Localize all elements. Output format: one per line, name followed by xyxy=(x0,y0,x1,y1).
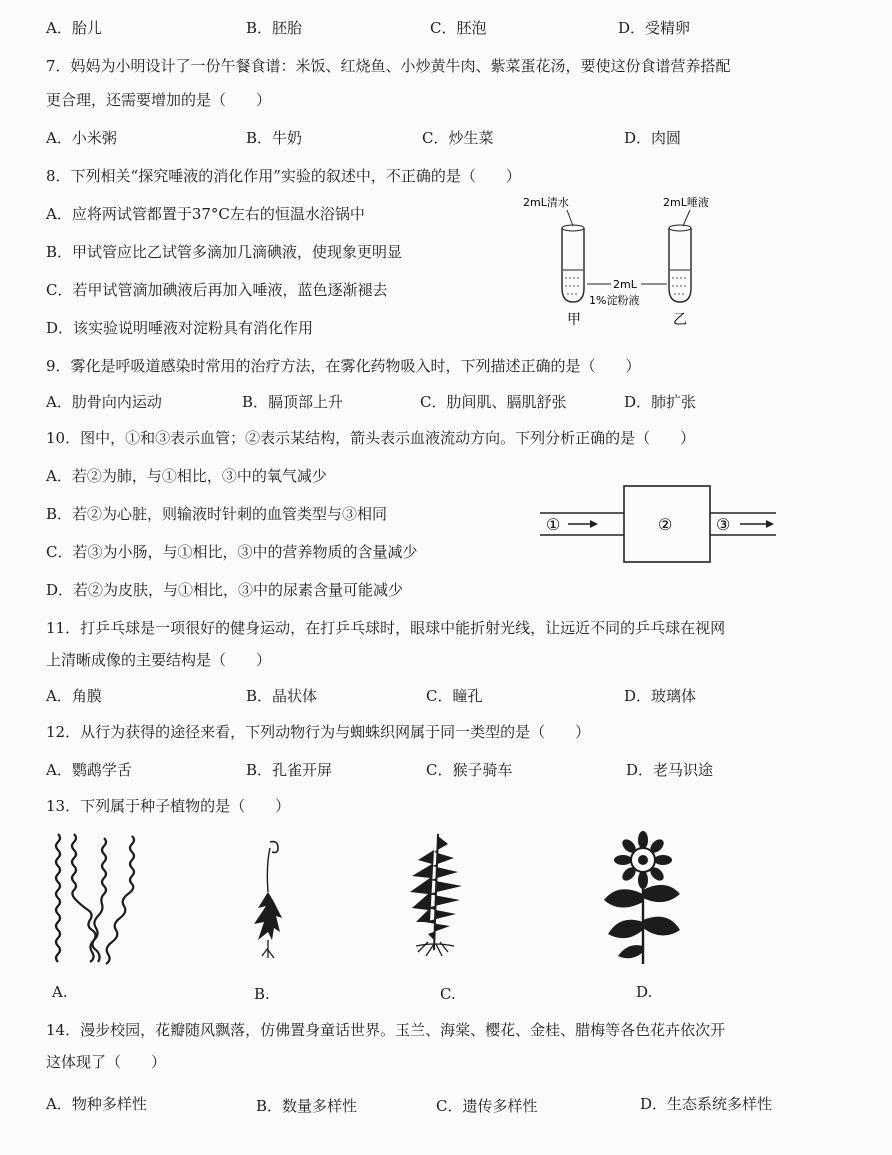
q9-option-c: C．肋间肌、膈肌舒张 xyxy=(420,393,567,411)
structure-2-label: ② xyxy=(658,515,673,534)
q12-option-c: C．猴子骑车 xyxy=(426,761,513,779)
q12-stem: 12．从行为获得的途径来看，下列动物行为与蜘蛛织网属于同一类型的是（ ） xyxy=(46,723,591,741)
q11-option-b: B．晶状体 xyxy=(246,687,318,705)
q7-option-b: B．牛奶 xyxy=(246,129,303,147)
q12-option-b: B．孔雀开屏 xyxy=(246,761,333,779)
q10-option-c: C．若③为小肠，与①相比，③中的营养物质的含量减少 xyxy=(46,543,418,561)
q13-stem: 13．下列属于种子植物的是（ ） xyxy=(46,797,291,815)
plant-d-sunflower-drawing xyxy=(598,830,688,970)
tube-b-arrow xyxy=(683,210,690,226)
tube-a-arrow xyxy=(567,210,573,226)
q8-option-d: D．该实验说明唾液对淀粉具有消化作用 xyxy=(46,319,314,337)
q13-label-a: A. xyxy=(52,983,68,1001)
q10-option-d: D．若②为皮肤，与①相比，③中的尿素含量可能减少 xyxy=(46,581,404,599)
q11-stem-line2: 上清晰成像的主要结构是（ ） xyxy=(46,651,272,669)
q7-stem-line1: 7．妈妈为小明设计了一份午餐食谱：米饭、红烧鱼、小炒黄牛肉、紫菜蛋花汤，要使这份食谱营养搭配 xyxy=(46,57,731,75)
q11-option-a: A．角膜 xyxy=(46,687,102,705)
tube-a xyxy=(562,225,584,302)
vessel-3-label: ③ xyxy=(716,515,731,534)
q13-label-b: B. xyxy=(254,985,270,1003)
q6-option-a: A．胎儿 xyxy=(46,19,102,37)
q13-label-d: D. xyxy=(636,983,653,1001)
middle-label-volume: 2mL xyxy=(613,278,637,291)
middle-label-starch: 1%淀粉液 xyxy=(589,294,640,307)
plant-c-fern-drawing xyxy=(404,830,484,970)
q8-option-c: C．若甲试管滴加碘液后再加入唾液，蓝色逐渐褪去 xyxy=(46,281,388,299)
q10-blood-flow-figure xyxy=(540,480,780,566)
q12-option-d: D．老马识途 xyxy=(626,761,714,779)
q10-option-a: A．若②为肺，与①相比，③中的氧气减少 xyxy=(46,467,327,485)
q8-option-a: A．应将两试管都置于37°C左右的恒温水浴锅中 xyxy=(46,205,365,223)
q8-stem: 8．下列相关“探究唾液的消化作用”实验的叙述中，不正确的是（ ） xyxy=(46,167,521,185)
q10-option-b: B．若②为心脏，则输液时针刺的血管类型与③相同 xyxy=(46,505,388,523)
q14-option-b: B．数量多样性 xyxy=(256,1097,358,1115)
q14-option-c: C．遗传多样性 xyxy=(436,1097,538,1115)
q9-stem: 9．雾化是呼吸道感染时常用的治疗方法，在雾化药物吸入时，下列描述正确的是（ ） xyxy=(46,357,641,375)
q14-option-a: A．物种多样性 xyxy=(46,1095,147,1113)
plant-a-algae-drawing xyxy=(48,830,148,970)
q7-option-d: D．肉圆 xyxy=(624,129,682,147)
tube-b-top-label: 2mL唾液 xyxy=(663,196,709,209)
q11-option-d: D．玻璃体 xyxy=(624,687,697,705)
q10-stem: 10．图中，①和③表示血管；②表示某结构，箭头表示血液流动方向。下列分析正确的是（ ） xyxy=(46,429,696,447)
q9-option-a: A．肋骨向内运动 xyxy=(46,393,162,411)
q14-stem-line2: 这体现了（ ） xyxy=(46,1053,167,1071)
q11-option-c: C．瞳孔 xyxy=(426,687,483,705)
q12-option-a: A．鹦鹉学舌 xyxy=(46,761,132,779)
tube-b xyxy=(669,225,691,302)
tube-a-name: 甲 xyxy=(567,312,581,328)
q7-option-a: A．小米粥 xyxy=(46,129,117,147)
q6-option-d: D．受精卵 xyxy=(618,19,691,37)
q9-option-d: D．肺扩张 xyxy=(624,393,697,411)
q6-option-b: B．胚胎 xyxy=(246,19,303,37)
q8-option-b: B．甲试管应比乙试管多滴加几滴碘液，使现象更明显 xyxy=(46,243,403,261)
tube-a-top-label: 2mL清水 xyxy=(523,196,569,209)
tube-b-name: 乙 xyxy=(673,312,687,328)
q14-stem-line1: 14．漫步校园，花瓣随风飘落，仿佛置身童话世界。玉兰、海棠、樱花、金桂、腊梅等各色花卉依次开 xyxy=(46,1021,726,1039)
vessel-1-label: ① xyxy=(546,515,561,534)
q14-option-d: D．生态系统多样性 xyxy=(640,1095,773,1113)
q6-option-c: C．胚泡 xyxy=(430,19,487,37)
q13-label-c: C. xyxy=(440,985,456,1003)
q9-option-b: B．膈顶部上升 xyxy=(242,393,344,411)
plant-b-moss-drawing xyxy=(240,836,290,966)
q8-test-tube-figure xyxy=(515,192,715,332)
q7-option-c: C．炒生菜 xyxy=(422,129,494,147)
q11-stem-line1: 11．打乒乓球是一项很好的健身运动，在打乒乓球时，眼球中能折射光线，让远近不同的乒乓球在视网 xyxy=(46,619,726,637)
q7-stem-line2: 更合理，还需要增加的是（ ） xyxy=(46,91,272,109)
